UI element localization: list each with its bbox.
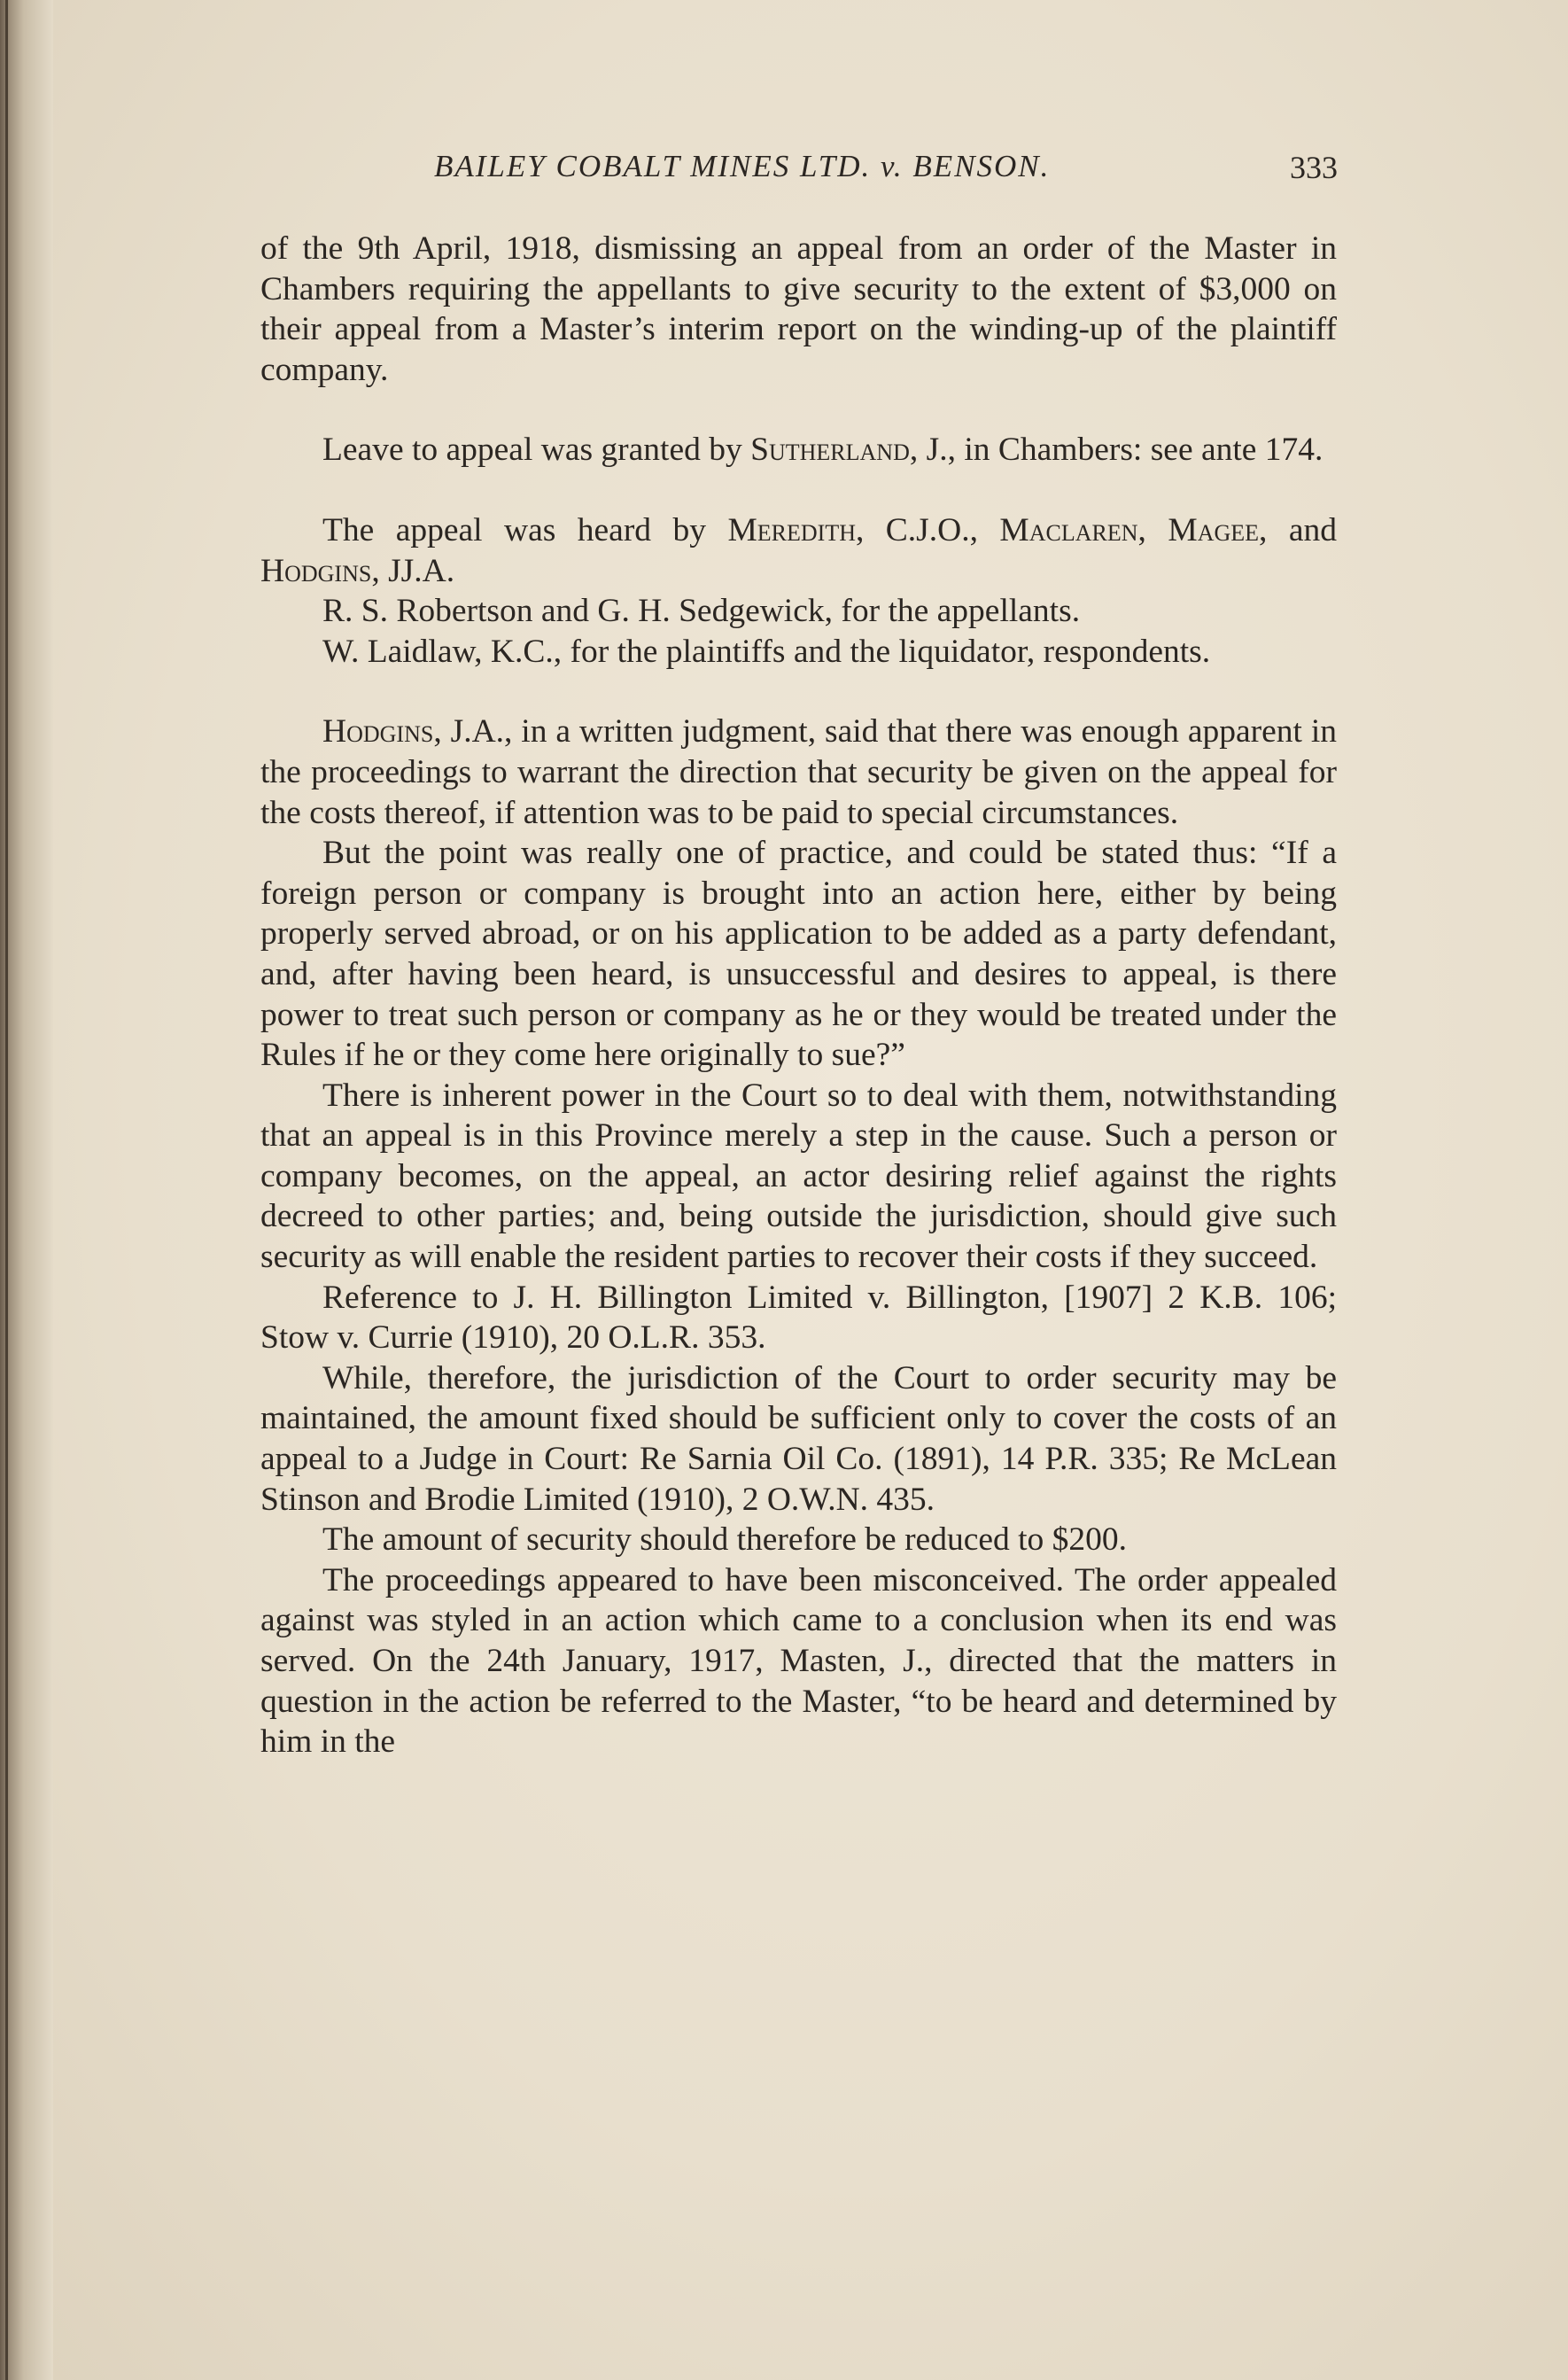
- judge-name: Hodgins: [322, 713, 434, 751]
- paragraph-counsel-appellants: R. S. Robertson and G. H. Sedgewick, for the appellants.: [322, 593, 1081, 630]
- text-block: [260, 229, 1337, 1762]
- running-title: BAILEY COBALT MINES LTD. v. BENSON.: [434, 149, 1051, 183]
- paragraph-counsel-respondents: W. Laidlaw, K.C., for the plaintiffs and the liquidator, respondents.: [322, 633, 1211, 670]
- paragraph-jurisdiction: While, therefore, the jurisdiction of the Court to order security may be maintained, the amount fixed should be sufficient only to cover the costs of an appeal to a Judge in Court: Re Sarnia Oil Co. (1891), 14 P.R. 335; Re McLean Stinson and Brodie Limited (1910), 2 O.W.N. 435.: [260, 1359, 1337, 1518]
- text-run: ,: [1137, 511, 1168, 548]
- paragraph-judgment-intro: [260, 712, 1337, 833]
- text-run: , and: [1259, 511, 1337, 548]
- text-run: Leave to appeal was granted by: [322, 432, 751, 469]
- paragraph-continuation: of the 9th April, 1918, dismissing an appeal from an order of the Master in Chambers requiring the appellants to give security to the extent of $3,000 on their appeal from a Master’s interim report on the winding-up of the plaintiff company.: [260, 230, 1337, 388]
- binding-edge: [0, 0, 53, 2380]
- judge-name: Sutherland: [750, 432, 910, 469]
- page-number: 333: [1290, 150, 1338, 185]
- text-run: , C.J.O.,: [855, 511, 1000, 548]
- judge-name: Meredith: [727, 511, 856, 548]
- judge-name: Magee: [1168, 511, 1260, 548]
- running-head: [257, 149, 1338, 202]
- text-run: , J., in Chambers: see ante 174.: [909, 432, 1323, 469]
- text-run: The appeal was heard by: [322, 511, 728, 548]
- paragraph-reference: Reference to J. H. Billington Limited v. Billington, [1907] 2 K.B. 106; Stow v. Currie (1910), 20 O.L.R. 353.: [260, 1279, 1337, 1357]
- judge-name: Maclaren: [999, 511, 1138, 548]
- paragraph-inherent-power: There is inherent power in the Court so to deal with them, notwithstanding that an appeal is in this Province merely a step in the cause. Such a person or company becomes, on the appeal, an actor desiring relief against the rights decreed to other parties; and, being outside the jurisdiction, should give such security as will enable the resident parties to recover their costs if they succeed.: [260, 1077, 1337, 1276]
- text-run: , J.A., in a written judgment, said that there was enough apparent in the proceedings to warrant the direction that security be given on the appeal for the costs thereof, if attention was to be paid to special circumstances.: [260, 713, 1337, 831]
- binding-shadow-line: [5, 0, 8, 2380]
- text-run: , JJ.A.: [371, 552, 455, 589]
- paragraph-amount: The amount of security should therefore be reduced to $200.: [322, 1521, 1128, 1559]
- paragraph-heard-by: [260, 510, 1337, 591]
- judge-name: Hodgins: [260, 552, 372, 589]
- paragraph-proceedings: The proceedings appeared to have been misconceived. The order appealed against was styled in an action which came to a conclusion when its end was served. On the 24th January, 1917, Masten, J., directed that the matters in question in the action be referred to the Master, “to be heard and determined by him in the: [260, 1561, 1337, 1761]
- paragraph-point-of-practice: But the point was really one of practice, and could be stated thus: “If a foreign person or company is brought into an action here, either by being properly served abroad, or on his application to be added as a party defendant, and, after having been heard, is unsuccessful and desires to appeal, is there power to treat such person or company as he or they would be treated under the Rules if he or they come here originally to sue?”: [260, 835, 1337, 1074]
- paragraph-leave-to-appeal: [260, 430, 1337, 471]
